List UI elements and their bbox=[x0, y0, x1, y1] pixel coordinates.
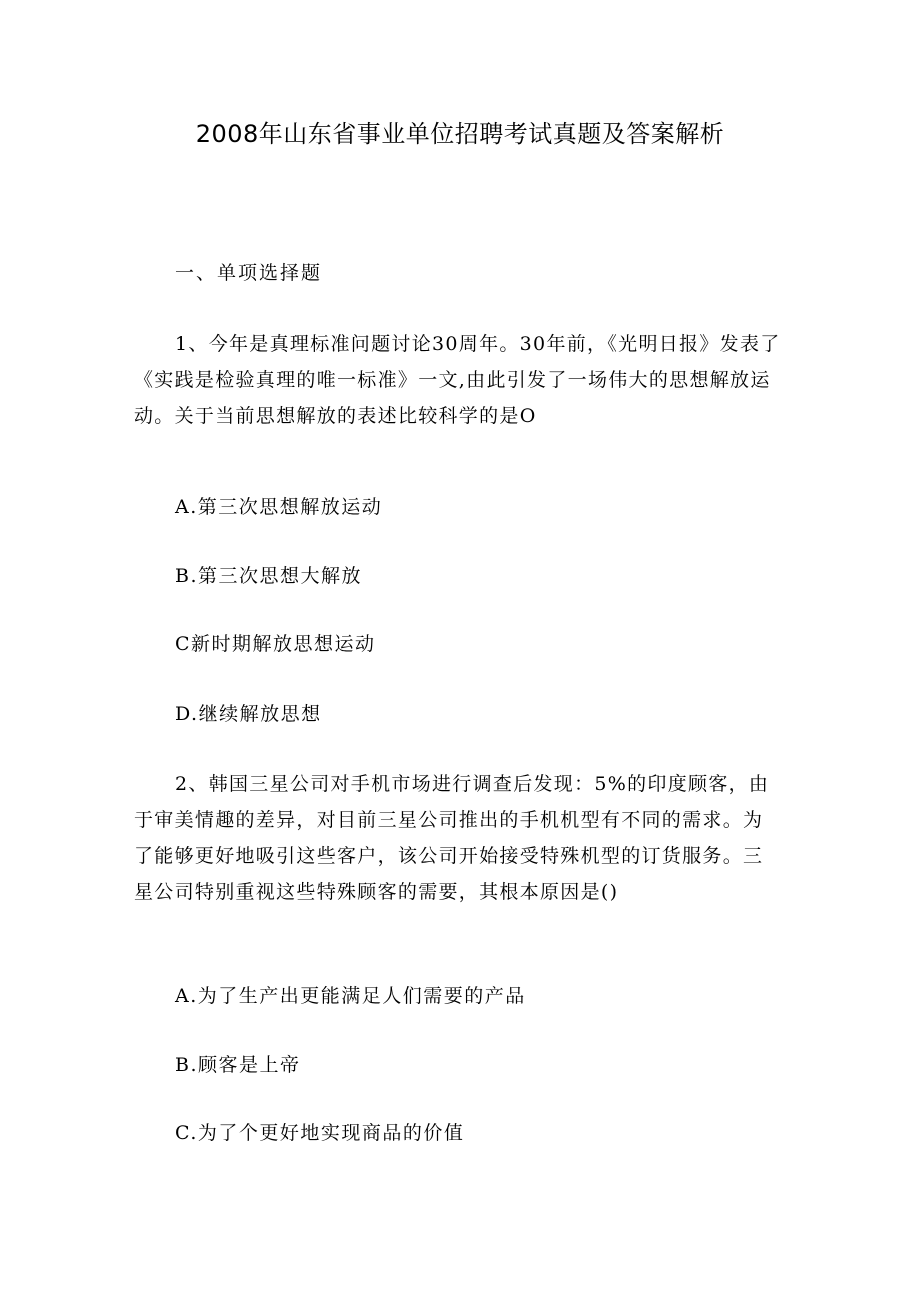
question-1-option-d: D.继续解放思想 bbox=[175, 703, 322, 725]
question-1-text: 1、今年是真理标准问题讨论30周年。30年前，《光明日报》发表了《实践是检验真理的唯一标准》一文,由此引发了一场伟大的思想解放运动。关于当前思想解放的表述比较科学的是O bbox=[134, 333, 781, 427]
question-1-option-c: C新时期解放思想运动 bbox=[175, 633, 376, 655]
question-2-text: 2、韩国三星公司对手机市场进行调查后发现：5%的印度顾客，由于审美情趣的差异，对目前三星公司推出的手机机型有不同的需求。为了能够更好地吸引这些客户，该公司开始接受特殊机型的订货服务。三星公司特别重视这些特殊顾客的需要，其根本原因是() bbox=[134, 773, 770, 903]
question-2-option-a: A.为了生产出更能满足人们需要的产品 bbox=[175, 985, 526, 1007]
question-1-option-b: B.第三次思想大解放 bbox=[175, 565, 363, 587]
document-title: 2008年山东省事业单位招聘考试真题及答案解析 bbox=[195, 120, 725, 148]
question-2-option-c: C.为了个更好地实现商品的价值 bbox=[175, 1122, 465, 1144]
question-1-option-a: A.第三次思想解放运动 bbox=[175, 496, 383, 518]
question-2-option-b: B.顾客是上帝 bbox=[175, 1054, 301, 1076]
section-heading: 一、单项选择题 bbox=[175, 262, 323, 284]
